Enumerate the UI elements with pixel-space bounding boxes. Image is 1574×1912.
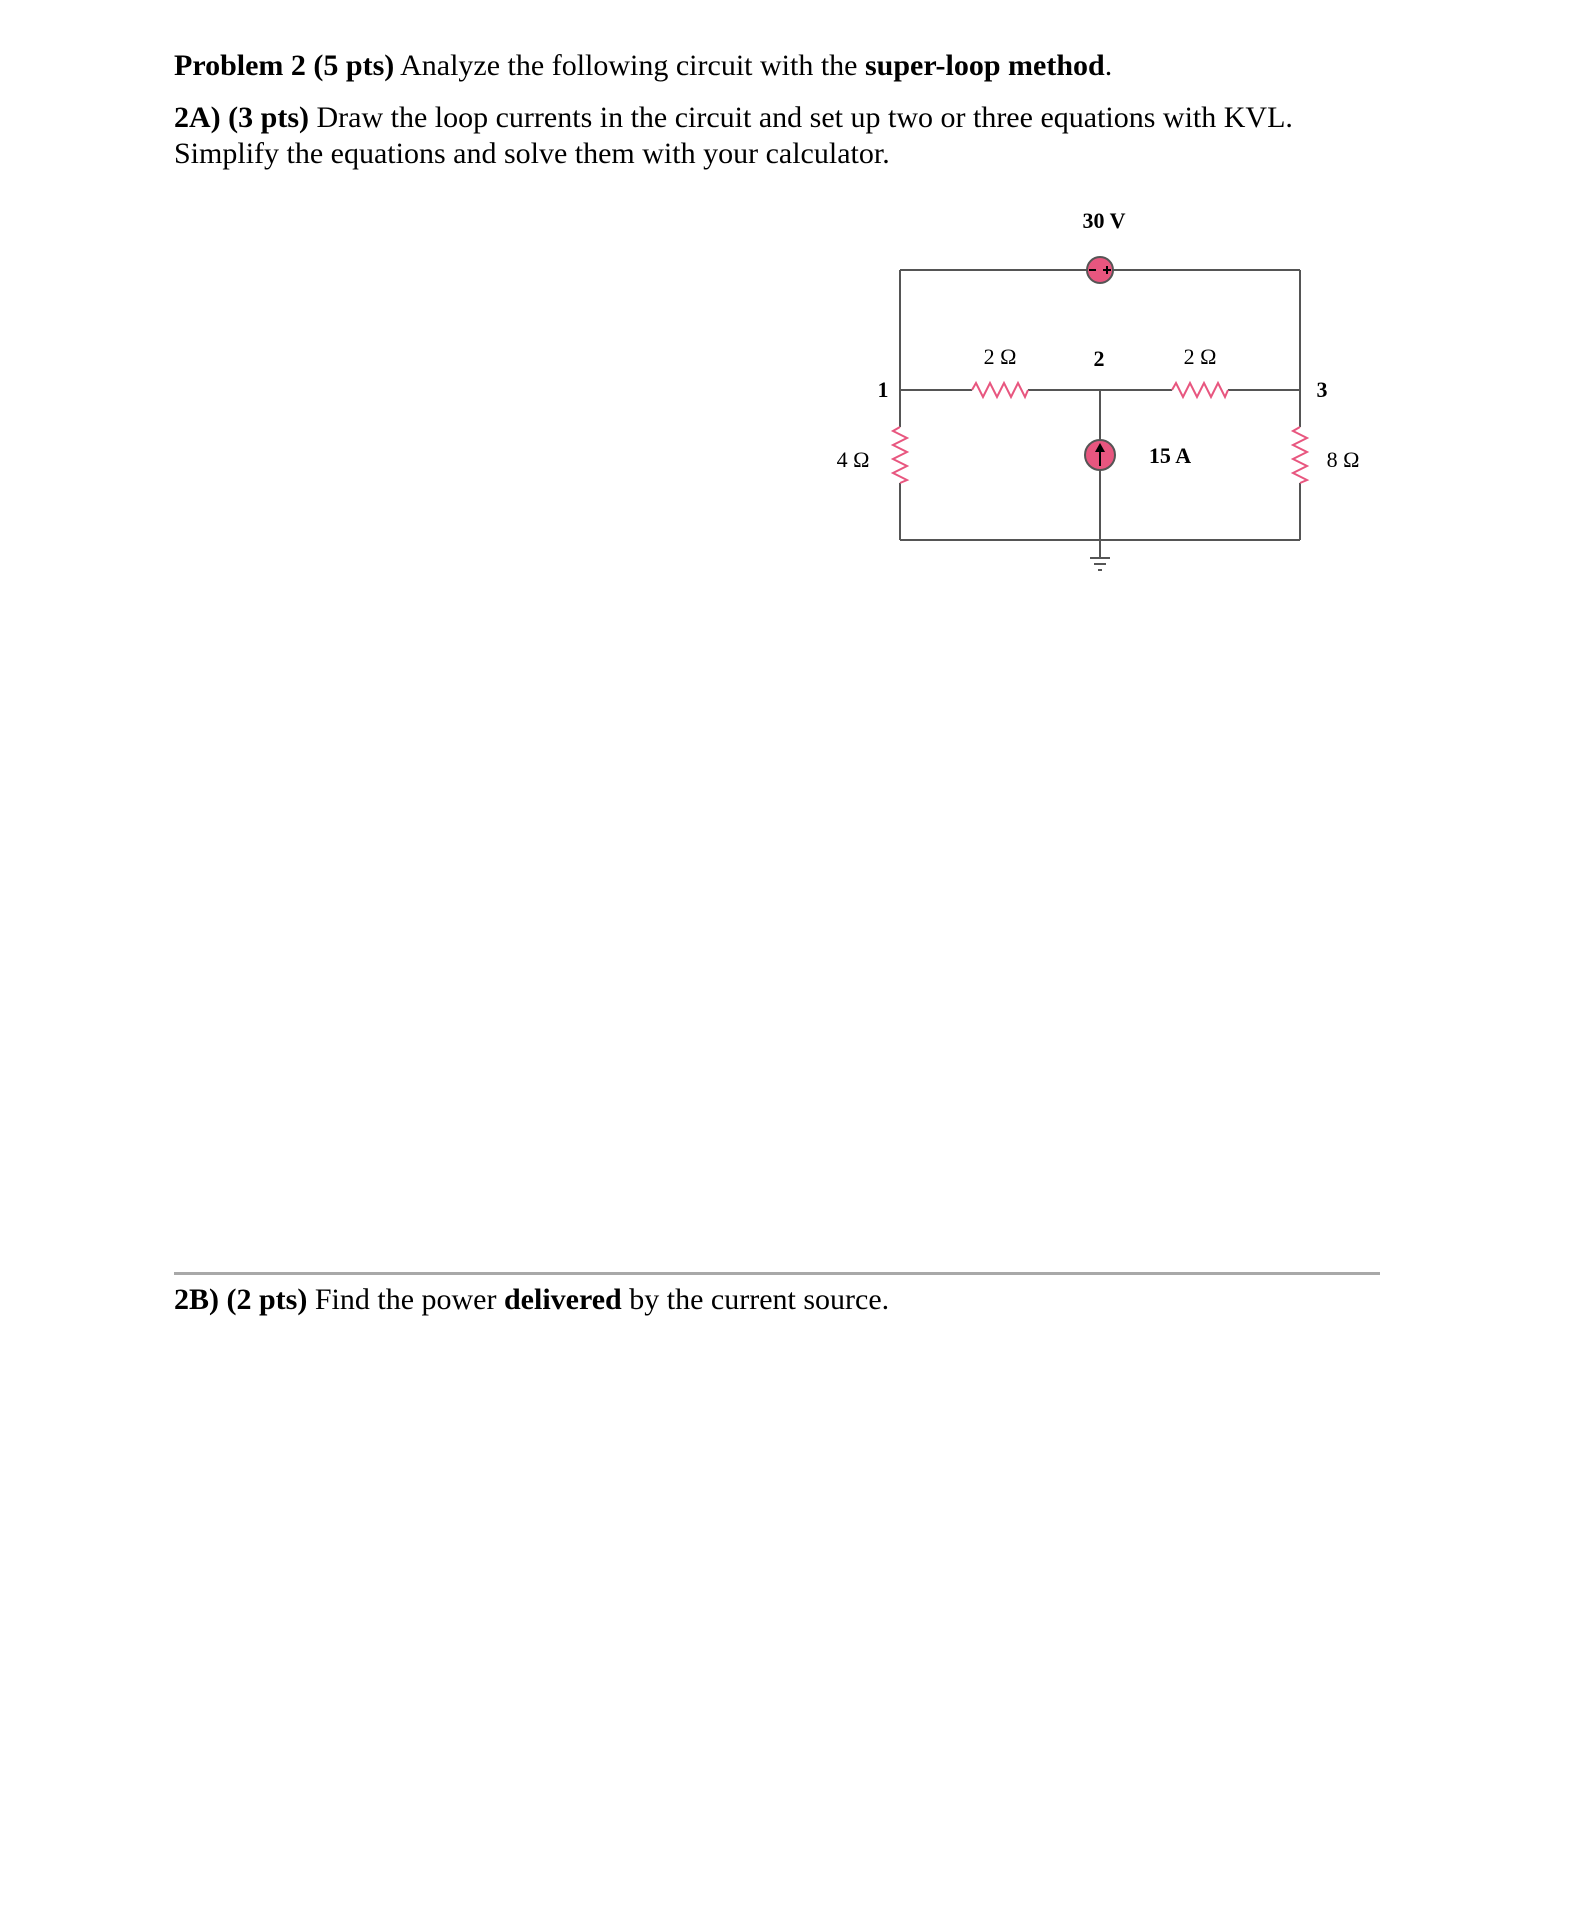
- current-source-icon: [1085, 440, 1115, 470]
- ground-icon: [1090, 558, 1110, 570]
- circuit-wires: [900, 270, 1300, 558]
- resistor-2ohm-right: [1172, 383, 1228, 397]
- section-divider: [174, 1272, 1380, 1275]
- resistor-4ohm: [893, 427, 907, 483]
- current-source-label: 15 A: [1148, 443, 1192, 468]
- node2-label: 2: [1093, 346, 1105, 371]
- r-mid-left-label: 2 Ω: [983, 344, 1017, 369]
- part-b-text1: Find the power: [307, 1283, 504, 1316]
- part-a-label: 2A) (3 pts): [174, 101, 309, 134]
- node3-label: 3: [1316, 377, 1328, 402]
- voltage-source-icon: [1087, 257, 1113, 283]
- part-b: [174, 1282, 889, 1318]
- voltage-source-label: 30 V: [1082, 208, 1126, 233]
- resistor-8ohm: [1293, 427, 1307, 483]
- part-a-text: Draw the loop currents in the circuit and set up two or three equations with KVL.: [309, 101, 1293, 134]
- problem-title: [174, 48, 1112, 84]
- problem-text: Analyze the following circuit with the: [394, 49, 865, 82]
- part-b-emph: delivered: [503, 1283, 622, 1316]
- r-right-label: 8 Ω: [1326, 447, 1360, 472]
- method-name: super-loop method: [864, 49, 1105, 82]
- part-b-text2: by the current source.: [621, 1283, 890, 1316]
- resistor-2ohm-left: [972, 383, 1028, 397]
- r-mid-right-label: 2 Ω: [1183, 344, 1217, 369]
- part-a-line1: [174, 100, 1293, 136]
- circuit-diagram: [800, 190, 1380, 610]
- r-left-label: 4 Ω: [836, 447, 870, 472]
- problem-period: .: [1104, 49, 1113, 82]
- problem-label: Problem 2 (5 pts): [174, 49, 395, 82]
- part-b-label: 2B) (2 pts): [174, 1283, 308, 1316]
- part-a-line2: Simplify the equations and solve them with your calculator.: [174, 137, 890, 170]
- node1-label: 1: [877, 377, 889, 402]
